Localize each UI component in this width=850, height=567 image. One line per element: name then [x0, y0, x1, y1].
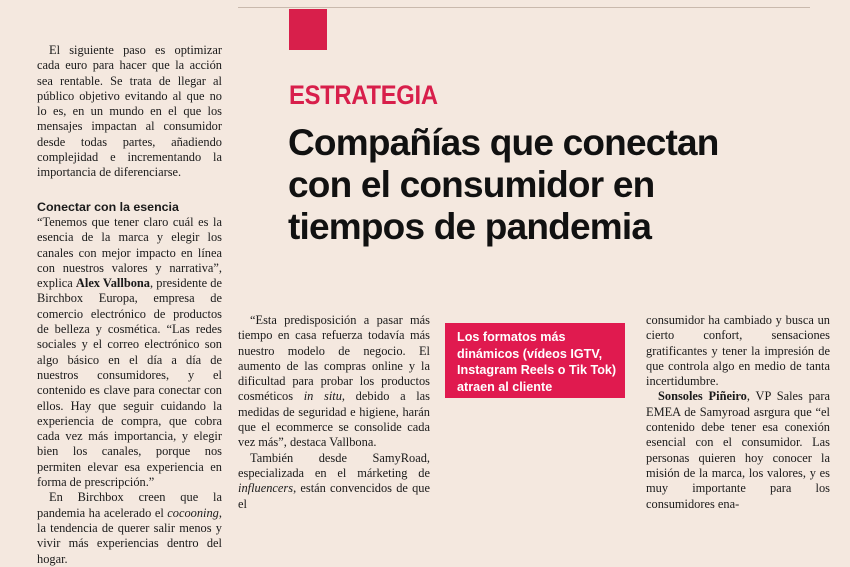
text-run: “Tenemos que tener claro cuál es la esencia de la marca y elegir los canales con mejor impacto en línea con nuestros valores y narrativa”, explica: [37, 214, 222, 291]
text-run: En Birchbox creen que la pandemia ha acelerado el: [37, 490, 222, 520]
paragraph: [238, 451, 430, 512]
text-run: , presidente de Birchbox Europa, empresa de comercio electrónico de productos de belleza y cosmética. “Las redes sociales y el correo electrónico son algo básico en el día a día de nuestros consumidores, y el contenido es clave para conectar con ellos. Hay que seguir cuidando la experiencia de compra, que cobra cada vez más importancia, y elegir bien los canales, porque nos permiten elevar esa experiencia en forma de prescripción.”: [37, 276, 222, 490]
person-name: Alex Vallbona: [75, 276, 150, 291]
section-color-tab: [289, 9, 327, 50]
article-column-2: [238, 313, 430, 512]
text-run: También desde SamyRoad, especializada en el márketing de: [238, 450, 430, 480]
text-run: , debido a las medidas de seguridad e higiene, harán que el ecommerce se consolide cada vez más”, destaca Vallbona.: [238, 389, 430, 450]
text-run: “Esta predisposición a pasar más tiempo en casa refuerza todavía más nuestro modelo de negocio. El aumento de las compras online y la dificultad para probar los productos cosméticos: [238, 313, 430, 404]
emphasis: influencers: [238, 481, 294, 496]
emphasis: in situ: [303, 389, 342, 404]
paragraph: consumidor ha cambiado y busca un cierto confort, sensaciones gratificantes y tener la impresión de que controla algo en medio de tanta incertidumbre.: [646, 313, 830, 389]
paragraph: El siguiente paso es optimizar cada euro para hacer que la acción sea rentable. Se trata de llegar al público objetivo evitando al que no lo es, en un mundo en el que los mensajes impactan al consumidor desde todas partes, añadiendo complejidad e incrementando la importancia de diferenciarse.: [37, 43, 222, 180]
paragraph: [37, 215, 222, 490]
paragraph: [646, 389, 830, 511]
headline: Compañías que conectan con el consumidor en tiempos de pandemia: [288, 122, 719, 247]
person-name: Sonsoles Piñeiro: [658, 389, 747, 404]
top-rule: [238, 7, 810, 8]
paragraph: [37, 490, 222, 566]
text-run: , están convencidos de que el: [238, 481, 430, 511]
subheading: Conectar con la esencia: [37, 199, 179, 214]
text-run: , VP Sales para EMEA de Samyroad asrgura que “el contenido debe tener esa conexión esencial con el consumidor. Las personas quieren hoy conocer la misión de la marca, los valores, y es muy importante para los consumidores ena-: [646, 389, 830, 511]
article-column-3: [646, 313, 830, 512]
pull-quote-box: Los formatos más dinámicos (vídeos IGTV, Instagram Reels o Tik Tok) atraen al cliente: [445, 323, 625, 398]
text-run: , la tendencia de querer salir menos y vivir más experiencias dentro del hogar.: [37, 505, 222, 566]
article-column-1: [37, 43, 222, 567]
emphasis: cocooning: [167, 505, 219, 520]
section-kicker: ESTRATEGIA: [289, 80, 438, 110]
paragraph: [238, 313, 430, 451]
